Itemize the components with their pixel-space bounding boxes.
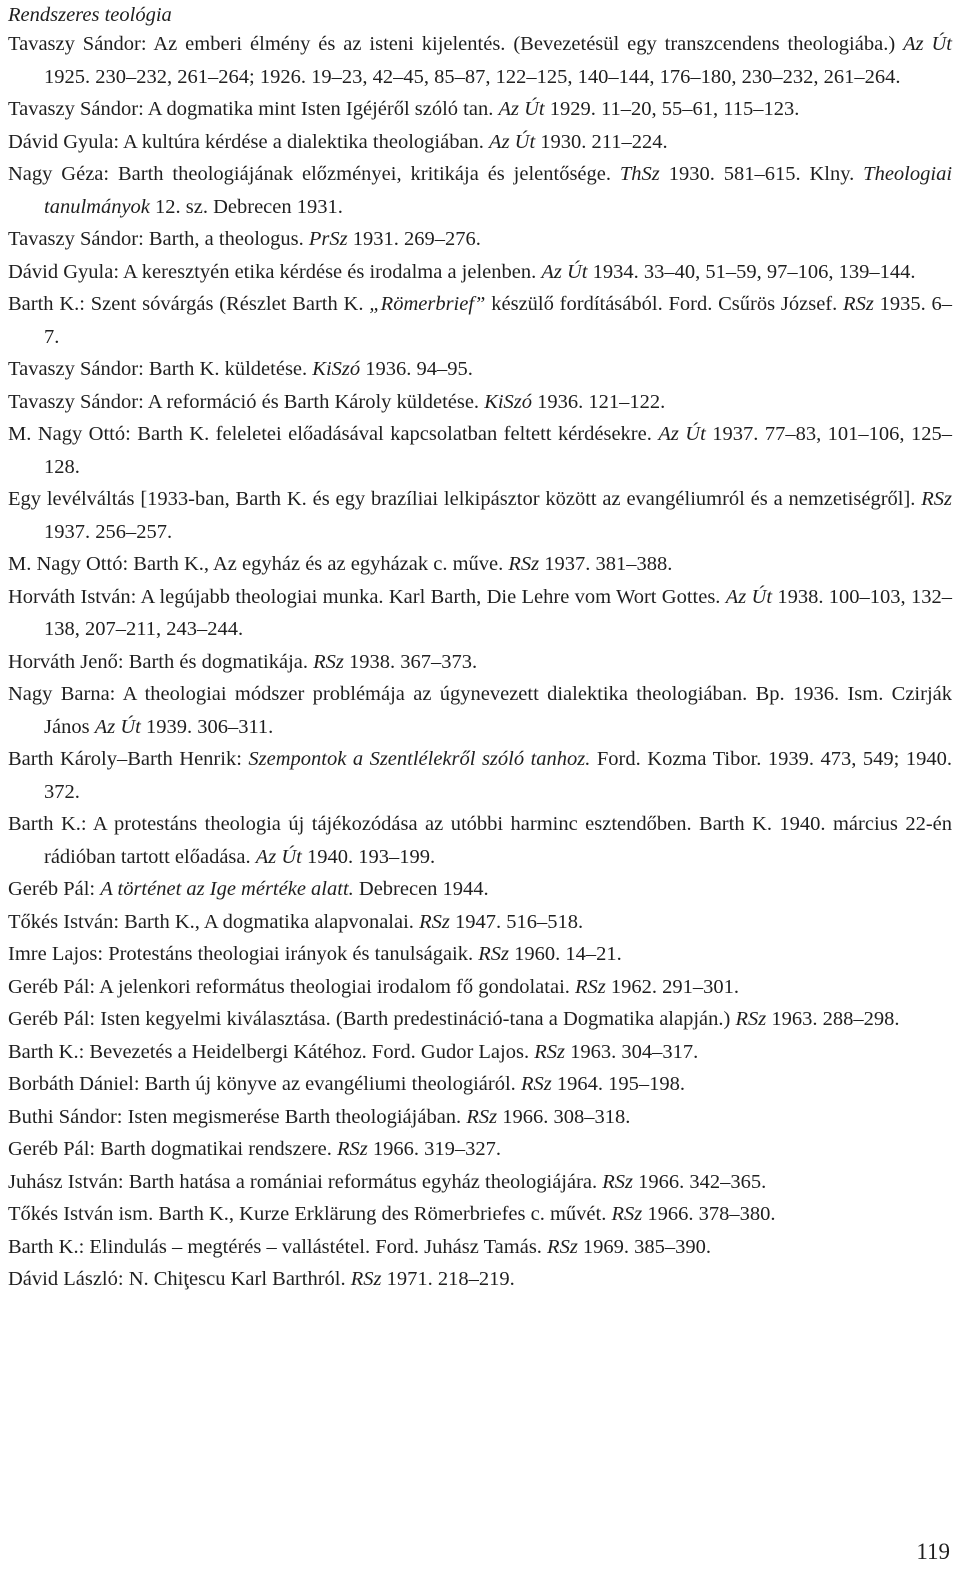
entry-text: Tavaszy Sándor: Barth K. küldetése. <box>8 358 313 380</box>
bibliography-entry <box>8 288 952 353</box>
entry-italic-text: RSz <box>337 1138 368 1160</box>
entry-text: Nagy Géza: Barth theologiájának előzményei, kritikája és jelentősége. <box>8 163 620 185</box>
bibliography-list <box>8 28 952 1296</box>
bibliography-entry <box>8 808 952 873</box>
bibliography-entry <box>8 158 952 223</box>
entry-italic-text: KiSzó <box>484 390 533 413</box>
entry-text: Tavaszy Sándor: Az emberi élmény és az isteni kijelentés. (Bevezetésül egy transzcendens theologiába.) <box>8 33 904 55</box>
entry-text: 1925. 230–232, 261–264; 1926. 19–23, 42–45, 85–87, 122–125, 140–144, 176–180, 230–232, 261–264. <box>44 65 901 88</box>
entry-text: 1936. 121–122. <box>532 390 666 413</box>
entry-text: 1938. 367–373. <box>343 650 478 673</box>
entry-italic-text: RSz <box>508 553 540 575</box>
bibliography-entry <box>8 1263 952 1296</box>
entry-text: 1939. 306–311. <box>140 715 274 738</box>
bibliography-entry <box>8 93 952 126</box>
entry-text: Dávid Gyula: A keresztyén etika kérdése és irodalma a jelenben. <box>8 260 542 283</box>
entry-text: 12. sz. Debrecen 1931. <box>149 195 343 218</box>
entry-italic-text: RSz <box>547 1235 578 1258</box>
entry-italic-text: RSz <box>735 1008 767 1030</box>
entry-italic-text: RSz <box>313 650 344 673</box>
entry-text: Geréb Pál: <box>8 878 101 900</box>
bibliography-entry <box>8 743 952 808</box>
entry-text: Geréb Pál: Barth dogmatikai rendszere. <box>8 1138 338 1160</box>
entry-text: 1962. 291–301. <box>605 975 740 998</box>
bibliography-entry <box>8 223 952 256</box>
bibliography-entry <box>8 906 952 939</box>
entry-text: Tavaszy Sándor: A dogmatika mint Isten Igéjéről szóló tan. <box>8 98 499 120</box>
bibliography-entry <box>8 1231 952 1264</box>
entry-text: 1963. 288–298. <box>766 1008 900 1030</box>
entry-italic-text: RSz <box>611 1203 643 1225</box>
entry-text: készülő fordításából. Ford. Csűrös József. <box>485 293 844 315</box>
entry-text: 1969. 385–390. <box>577 1235 712 1258</box>
entry-text: Nagy Barna: A theologiai módszer problémája az úgynevezett dialektika theologiában. Bp. 1936. Ism. Czirják János <box>8 683 952 738</box>
entry-text: 1937. 256–257. <box>44 520 173 543</box>
entry-text: 1966. 378–380. <box>642 1203 776 1225</box>
bibliography-entry <box>8 971 952 1004</box>
entry-text: 1934. 33–40, 51–59, 97–106, 139–144. <box>587 260 916 283</box>
entry-italic-text: Theologiai tanulmányok <box>44 163 953 218</box>
entry-text: 1930. 211–224. <box>535 130 668 153</box>
entry-text: 1937. 77–83, 101–106, 125–128. <box>44 423 953 478</box>
entry-text: Barth K.: A protestáns theologia új tájékozódása az utóbbi harminc esztendőben. Barth K. 1940. március 22-én rádióban tartott előadása. <box>8 813 952 868</box>
entry-text: 1966. 342–365. <box>633 1170 767 1193</box>
entry-italic-text: RSz <box>350 1268 382 1290</box>
entry-italic-text: Az Út <box>255 845 302 868</box>
entry-italic-text: RSz <box>478 943 509 965</box>
entry-text: 1963. 304–317. <box>564 1040 699 1063</box>
bibliography-entry <box>8 386 952 419</box>
entry-text: Geréb Pál: A jelenkori református theologiai irodalom fő gondolatai. <box>8 975 576 998</box>
entry-text: Tavaszy Sándor: A reformáció és Barth Károly küldetése. <box>8 390 485 413</box>
entry-text: 1966. 319–327. <box>367 1138 502 1160</box>
entry-italic-text: Szempontok a Szentlélekről szóló tanhoz. <box>248 748 591 770</box>
entry-text: Tőkés István: Barth K., A dogmatika alapvonalai. <box>8 910 420 933</box>
entry-italic-text: Az Út <box>903 33 953 55</box>
entry-italic-text: RSz <box>419 910 450 933</box>
entry-italic-text: Az Út <box>658 423 706 445</box>
entry-text: 1966. 308–318. <box>497 1105 631 1128</box>
entry-italic-text: Az Út <box>498 98 545 120</box>
entry-text: Dávid Gyula: A kultúra kérdése a dialektika theologiában. <box>8 130 490 153</box>
entry-italic-text: RSz <box>921 488 952 510</box>
entry-text: 1964. 195–198. <box>551 1073 685 1095</box>
page-number: 119 <box>916 1539 950 1564</box>
entry-text: 1960. 14–21. <box>509 943 622 965</box>
entry-text: 1931. 269–276. <box>347 228 481 250</box>
bibliography-entry <box>8 1133 952 1166</box>
entry-italic-text: RSz <box>843 293 874 315</box>
bibliography-entry <box>8 126 952 159</box>
entry-italic-text: A történet az Ige mértéke alatt. <box>100 878 354 900</box>
bibliography-entry <box>8 353 952 386</box>
entry-text: Buthi Sándor: Isten megismerése Barth theologiájában. <box>8 1105 467 1128</box>
bibliography-entry <box>8 483 952 548</box>
bibliography-entry <box>8 1166 952 1199</box>
entry-text: Ford. Kozma Tibor. 1939. 473, 549; 1940. 372. <box>44 748 952 803</box>
entry-text: Borbáth Dániel: Barth új könyve az evangéliumi theologiáról. <box>8 1073 521 1095</box>
entry-text: 1940. 193–199. <box>301 845 436 868</box>
bibliography-entry <box>8 1036 952 1069</box>
entry-text: 1929. 11–20, 55–61, 115–123. <box>544 98 800 120</box>
entry-italic-text: KiSzó <box>312 358 361 380</box>
entry-text: Geréb Pál: Isten kegyelmi kiválasztása. (Barth predestináció-tana a Dogmatika alapján.) <box>8 1008 736 1030</box>
entry-text: Tavaszy Sándor: Barth, a theologus. <box>8 228 309 250</box>
bibliography-entry <box>8 548 952 581</box>
entry-text: 1938. 100–103, 132–138, 207–211, 243–244. <box>44 585 952 640</box>
entry-italic-text: ThSz <box>619 163 660 185</box>
entry-text: Barth K.: Bevezetés a Heidelbergi Kátéhoz. Ford. Gudor Lajos. <box>8 1040 535 1063</box>
entry-text: 1947. 516–518. <box>449 910 584 933</box>
bibliography-entry <box>8 1068 952 1101</box>
bibliography-entry <box>8 678 952 743</box>
entry-text: Barth K.: Elindulás – megtérés – vallástétel. Ford. Juhász Tamás. <box>8 1235 548 1258</box>
section-title: Rendszeres teológia <box>8 4 172 26</box>
bibliography-entry <box>8 418 952 483</box>
entry-italic-text: Az Út <box>489 130 536 153</box>
entry-text: Horváth István: A legújabb theologiai munka. Karl Barth, Die Lehre vom Wort Gottes. <box>8 585 726 608</box>
entry-text: Juhász István: Barth hatása a romániai református egyház theologiájára. <box>8 1170 603 1193</box>
bibliography-entry <box>8 1101 952 1134</box>
bibliography-entry <box>8 581 952 646</box>
entry-text: M. Nagy Ottó: Barth K., Az egyház és az egyházak c. műve. <box>8 553 509 575</box>
entry-text: Barth Károly–Barth Henrik: <box>8 748 249 770</box>
bibliography-entry <box>8 28 952 93</box>
bibliography-entry <box>8 256 952 289</box>
document-page <box>8 0 952 1296</box>
entry-italic-text: RSz <box>602 1170 634 1193</box>
entry-italic-text: PrSz <box>308 228 348 250</box>
entry-text: Barth K.: Szent sóvárgás (Részlet Barth K. <box>8 293 370 315</box>
entry-text: 1935. 6–7. <box>44 293 953 348</box>
entry-italic-text: „Römerbrief” <box>369 293 486 315</box>
entry-italic-text: Az Út <box>541 260 588 283</box>
bibliography-entry <box>8 873 952 906</box>
entry-text: Debrecen 1944. <box>353 878 489 900</box>
entry-text: Tőkés István ism. Barth K., Kurze Erklärung des Römerbriefes c. művét. <box>8 1203 612 1225</box>
entry-text: 1971. 218–219. <box>381 1268 515 1290</box>
entry-text: 1937. 381–388. <box>539 553 673 575</box>
bibliography-entry <box>8 938 952 971</box>
bibliography-entry <box>8 1003 952 1036</box>
entry-italic-text: RSz <box>520 1073 552 1095</box>
entry-italic-text: RSz <box>534 1040 565 1063</box>
bibliography-entry <box>8 646 952 679</box>
entry-text: M. Nagy Ottó: Barth K. feleletei előadásával kapcsolatban feltett kérdésekre. <box>8 423 659 445</box>
entry-italic-text: RSz <box>466 1105 498 1128</box>
entry-italic-text: Az Út <box>94 715 141 738</box>
entry-italic-text: Az Út <box>725 585 773 608</box>
entry-italic-text: RSz <box>575 975 606 998</box>
entry-text: Imre Lajos: Protestáns theologiai irányok és tanulságaik. <box>8 943 479 965</box>
entry-text: Dávid László: N. Chiţescu Karl Barthról. <box>8 1268 351 1290</box>
bibliography-entry <box>8 1198 952 1231</box>
entry-text: 1936. 94–95. <box>360 358 473 380</box>
entry-text: Horváth Jenő: Barth és dogmatikája. <box>8 650 314 673</box>
entry-text: Egy levélváltás [1933-ban, Barth K. és egy brazíliai lelkipásztor között az evangéliumról és a nemzetiségről]. <box>8 488 922 510</box>
entry-text: 1930. 581–615. Klny. <box>659 163 864 185</box>
